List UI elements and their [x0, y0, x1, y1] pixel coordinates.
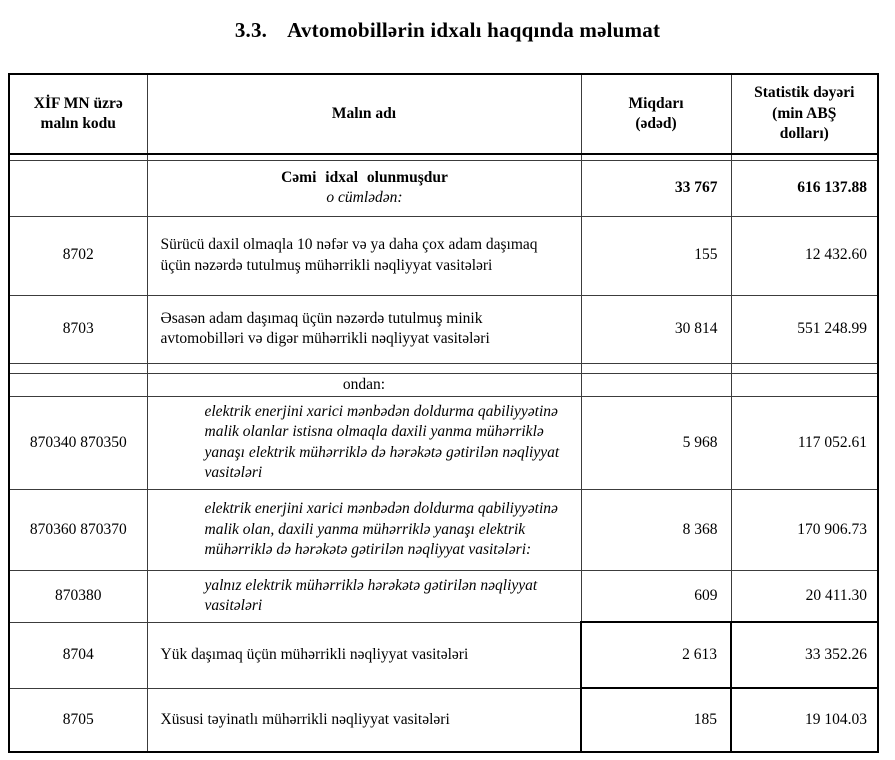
table-row-870340-870350	[9, 396, 878, 489]
name-cell: Yük daşımaq üçün mühərrikli nəqliyyat vasitələri	[147, 622, 581, 688]
code-cell: 870360 870370	[9, 489, 147, 570]
table-row-8703	[9, 295, 878, 363]
code-cell: 8702	[9, 216, 147, 295]
table-row-870360-870370	[9, 489, 878, 570]
table-row-total	[9, 160, 878, 216]
header-row	[9, 74, 878, 154]
value-cell: 33 352.26	[731, 622, 878, 688]
table-row-8702	[9, 216, 878, 295]
subheader-label: ondan:	[147, 373, 581, 396]
header-value: Statistik dəyəri (min ABŞ dolları)	[731, 74, 878, 154]
value-cell: 170 906.73	[731, 489, 878, 570]
total-label: Cəmi idxal olunmuşdur	[281, 168, 448, 186]
code-cell	[9, 160, 147, 216]
table-row-870380	[9, 570, 878, 622]
quantity-cell	[581, 373, 731, 396]
code-cell: 8705	[9, 688, 147, 752]
code-cell: 8704	[9, 622, 147, 688]
name-cell: yalnız elektrik mühərriklə hərəkətə gətirilən nəqliyyat vasitələri	[147, 570, 581, 622]
section-title-text: Avtomobillərin idxalı haqqında məlumat	[287, 18, 661, 42]
code-cell: 870340 870350	[9, 396, 147, 489]
spacer-row	[9, 363, 878, 373]
name-cell: Əsasən adam daşımaq üçün nəzərdə tutulmuş minik avtomobilləri və digər mühərrikli nəqliyyat vasitələri	[147, 295, 581, 363]
table-row-8704	[9, 622, 878, 688]
total-sublabel: o cümlədən:	[326, 189, 403, 206]
name-cell: elektrik enerjini xarici mənbədən doldurma qabiliyyətinə malik olanlar istisna olmaqla daxili yanma mühərriklə yanaşı elektrik mühərriklə də hərəkətə gətirilən nəqliyyat vasitələri	[147, 396, 581, 489]
imports-table	[8, 73, 879, 753]
code-cell	[9, 373, 147, 396]
name-cell: Sürücü daxil olmaqla 10 nəfər və ya daha çox adam daşımaq üçün nəzərdə tutulmuş mühərrikli nəqliyyat vasitələri	[147, 216, 581, 295]
value-cell: 12 432.60	[731, 216, 878, 295]
name-cell: elektrik enerjini xarici mənbədən doldurma qabiliyyətinə malik olan, daxili yanma mühərriklə yanaşı elektrik mühərriklə də hərəkətə gətirilən nəqliyyat vasitələri:	[147, 489, 581, 570]
page-title	[0, 18, 895, 43]
code-cell: 870380	[9, 570, 147, 622]
table-row-subheader	[9, 373, 878, 396]
quantity-cell: 33 767	[581, 160, 731, 216]
name-cell	[147, 160, 581, 216]
header-quantity: Miqdarı (ədəd)	[581, 74, 731, 154]
header-name: Malın adı	[147, 74, 581, 154]
name-cell: Xüsusi təyinatlı mühərrikli nəqliyyat vasitələri	[147, 688, 581, 752]
section-number: 3.3.	[234, 18, 268, 42]
value-cell: 19 104.03	[731, 688, 878, 752]
value-cell: 20 411.30	[731, 570, 878, 622]
quantity-cell: 185	[581, 688, 731, 752]
quantity-cell: 30 814	[581, 295, 731, 363]
table-row-8705	[9, 688, 878, 752]
value-cell: 616 137.88	[731, 160, 878, 216]
value-cell: 551 248.99	[731, 295, 878, 363]
quantity-cell: 155	[581, 216, 731, 295]
quantity-cell: 5 968	[581, 396, 731, 489]
code-cell: 8703	[9, 295, 147, 363]
value-cell	[731, 373, 878, 396]
quantity-cell: 2 613	[581, 622, 731, 688]
header-code: XİF MN üzrə malın kodu	[9, 74, 147, 154]
quantity-cell: 609	[581, 570, 731, 622]
value-cell: 117 052.61	[731, 396, 878, 489]
quantity-cell: 8 368	[581, 489, 731, 570]
